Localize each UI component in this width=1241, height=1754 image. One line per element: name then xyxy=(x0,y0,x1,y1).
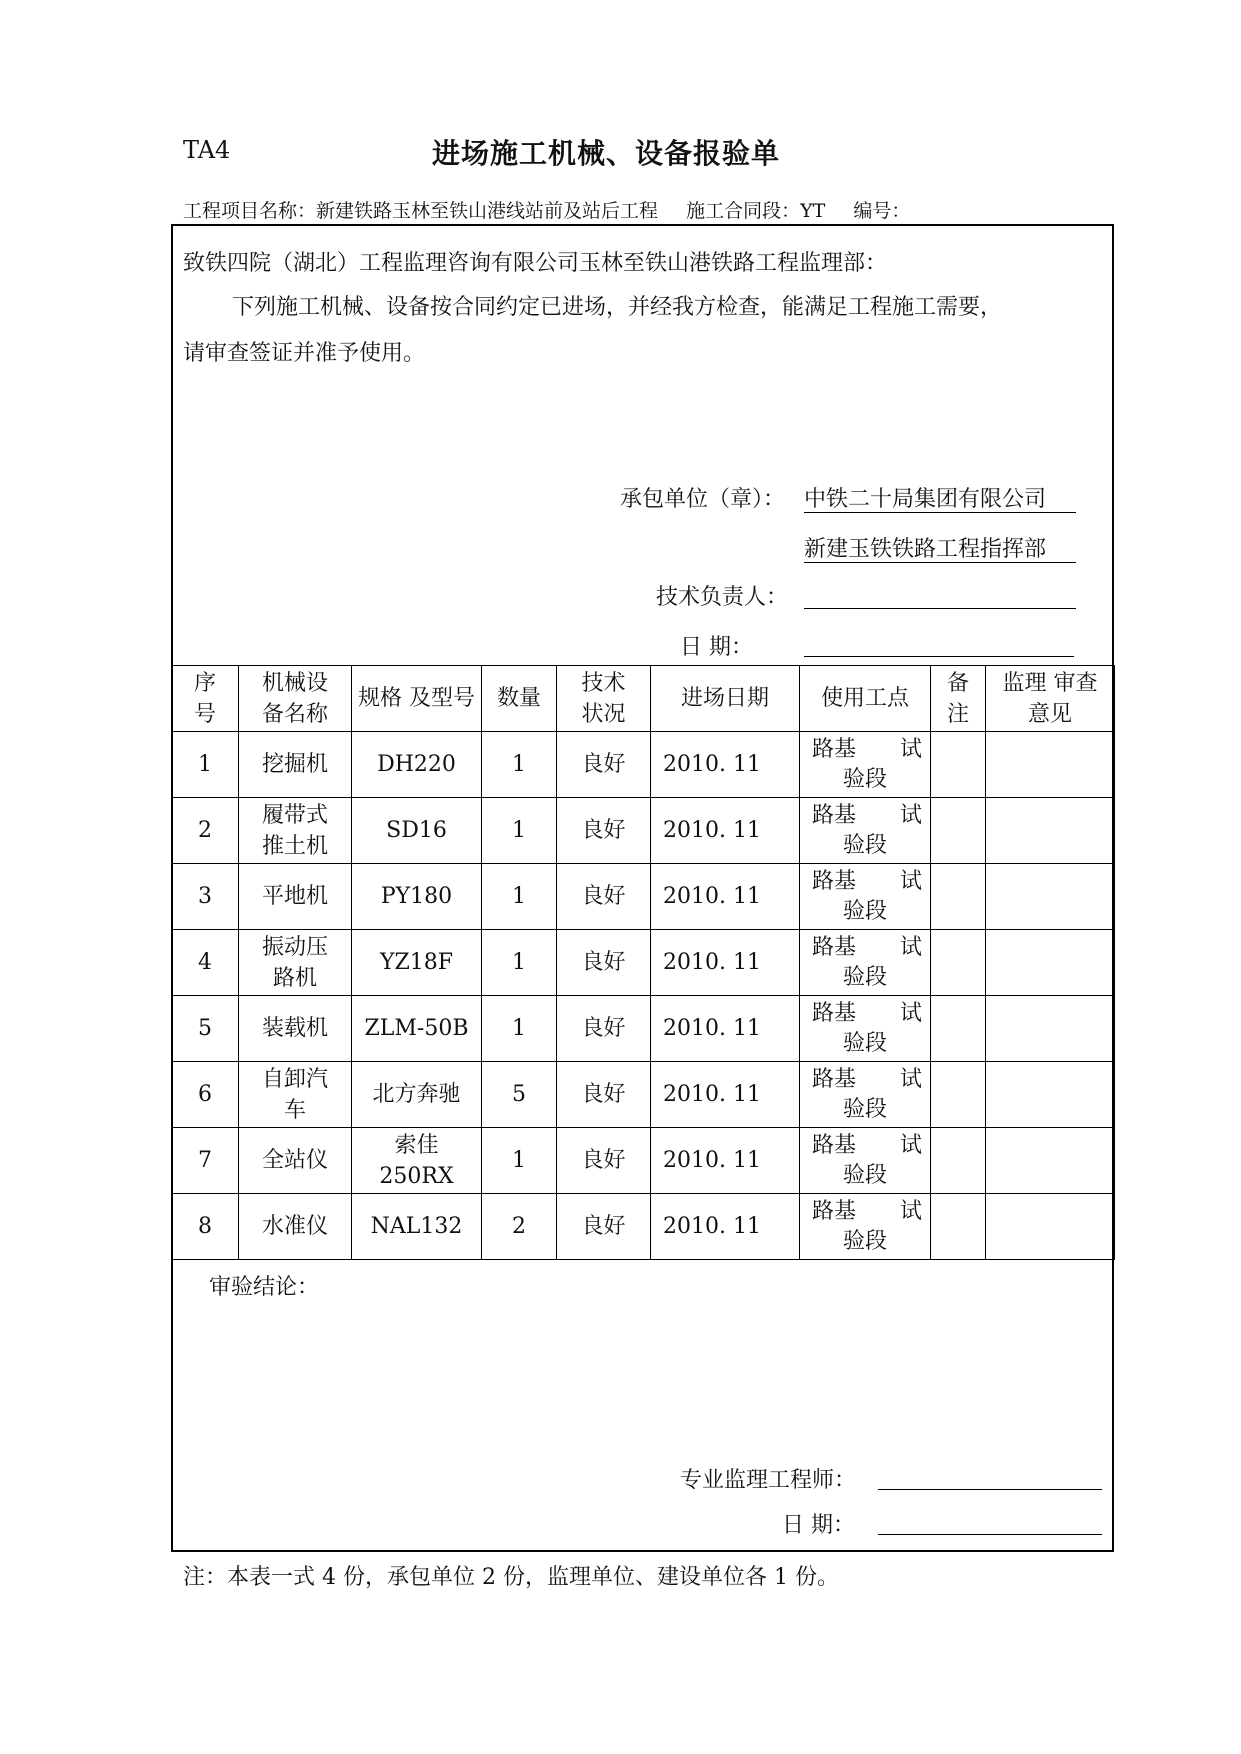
footnote: 注：本表一式 4 份，承包单位 2 份，监理单位、建设单位各 1 份。 xyxy=(183,1565,839,1590)
cell-qty: 1 xyxy=(482,732,557,798)
cell-no: 8 xyxy=(172,1194,239,1260)
supervisor-signature-line xyxy=(878,1489,1102,1490)
review-date-label: 日 期： xyxy=(782,1513,855,1538)
col-header-location: 使用工点 xyxy=(800,666,931,732)
cell-review xyxy=(986,798,1115,864)
cell-name: 自卸汽车 xyxy=(239,1062,352,1128)
cell-review xyxy=(986,930,1115,996)
cell-remark xyxy=(931,732,986,798)
cell-remark xyxy=(931,798,986,864)
cell-no: 6 xyxy=(172,1062,239,1128)
cell-status: 良好 xyxy=(557,864,651,930)
cell-location: 路基 试 验段 xyxy=(800,996,931,1062)
cell-name: 全站仪 xyxy=(239,1128,352,1194)
cell-status: 良好 xyxy=(557,1062,651,1128)
col-header-remark: 备注 xyxy=(931,666,986,732)
cell-location: 路基 试 验段 xyxy=(800,930,931,996)
contractor-unit-name-2: 新建玉铁铁路工程指挥部 xyxy=(804,537,1047,562)
cell-remark xyxy=(931,1128,986,1194)
cell-name: 振动压路机 xyxy=(239,930,352,996)
cell-remark xyxy=(931,864,986,930)
cell-location: 路基 试 验段 xyxy=(800,798,931,864)
cell-no: 1 xyxy=(172,732,239,798)
project-name: 工程项目名称：新建铁路玉林至铁山港线站前及站后工程 xyxy=(183,200,659,222)
cell-date: 2010. 11 xyxy=(651,930,800,996)
cell-location: 路基 试 验段 xyxy=(800,864,931,930)
cell-qty: 1 xyxy=(482,930,557,996)
review-date-line xyxy=(878,1534,1102,1535)
cell-qty: 5 xyxy=(482,1062,557,1128)
cell-remark xyxy=(931,996,986,1062)
cell-no: 3 xyxy=(172,864,239,930)
tech-lead-signature-line xyxy=(804,608,1076,609)
col-header-date: 进场日期 xyxy=(651,666,800,732)
cell-review xyxy=(986,1194,1115,1260)
tech-lead-label: 技术负责人： xyxy=(656,585,789,610)
contractor-unit-underline xyxy=(804,512,1076,513)
cell-spec: PY180 xyxy=(352,864,482,930)
table-row xyxy=(172,1062,1115,1128)
addressee: 致铁四院（湖北）工程监理咨询有限公司玉林至铁山港铁路工程监理部： xyxy=(183,251,888,276)
cell-name: 装载机 xyxy=(239,996,352,1062)
cell-remark xyxy=(931,1062,986,1128)
cell-spec: DH220 xyxy=(352,732,482,798)
cell-spec: YZ18F xyxy=(352,930,482,996)
page-title: 进场施工机械、设备报验单 xyxy=(432,137,781,170)
contractor-unit-underline-2 xyxy=(804,562,1076,563)
contractor-unit-name: 中铁二十局集团有限公司 xyxy=(804,487,1047,512)
cell-no: 7 xyxy=(172,1128,239,1194)
equipment-table xyxy=(171,665,1115,1260)
col-header-name: 机械设备名称 xyxy=(239,666,352,732)
cell-remark xyxy=(931,1194,986,1260)
cell-status: 良好 xyxy=(557,798,651,864)
doc-number-label: 编号： xyxy=(853,200,911,222)
letter-body-line2: 请审查签证并准予使用。 xyxy=(183,341,426,366)
cell-location: 路基 试 验段 xyxy=(800,1128,931,1194)
col-header-status: 技术状况 xyxy=(557,666,651,732)
cell-qty: 2 xyxy=(482,1194,557,1260)
cell-date: 2010. 11 xyxy=(651,798,800,864)
cell-date: 2010. 11 xyxy=(651,1062,800,1128)
table-row xyxy=(172,864,1115,930)
cell-name: 水准仪 xyxy=(239,1194,352,1260)
cell-no: 5 xyxy=(172,996,239,1062)
cell-review xyxy=(986,864,1115,930)
supervisor-engineer-label: 专业监理工程师： xyxy=(680,1468,857,1493)
table-row xyxy=(172,1194,1115,1260)
cell-date: 2010. 11 xyxy=(651,732,800,798)
contract-section: 施工合同段：YT xyxy=(686,200,826,222)
cell-spec: 北方奔驰 xyxy=(352,1062,482,1128)
cell-status: 良好 xyxy=(557,1128,651,1194)
col-header-review: 监理 审查意见 xyxy=(986,666,1115,732)
cell-spec: NAL132 xyxy=(352,1194,482,1260)
contractor-date-line xyxy=(804,656,1074,657)
cell-status: 良好 xyxy=(557,1194,651,1260)
cell-date: 2010. 11 xyxy=(651,1194,800,1260)
cell-name: 平地机 xyxy=(239,864,352,930)
cell-status: 良好 xyxy=(557,930,651,996)
contractor-unit-label: 承包单位（章）： xyxy=(620,487,786,512)
cell-review xyxy=(986,996,1115,1062)
cell-no: 2 xyxy=(172,798,239,864)
cell-qty: 1 xyxy=(482,1128,557,1194)
cell-review xyxy=(986,732,1115,798)
cell-status: 良好 xyxy=(557,732,651,798)
cell-review xyxy=(986,1128,1115,1194)
cell-name: 履带式推土机 xyxy=(239,798,352,864)
table-header-row xyxy=(172,666,1115,732)
form-code: TA4 xyxy=(183,136,231,164)
cell-spec: ZLM-50B xyxy=(352,996,482,1062)
cell-spec: SD16 xyxy=(352,798,482,864)
cell-date: 2010. 11 xyxy=(651,996,800,1062)
table-row xyxy=(172,996,1115,1062)
letter-body-line1: 下列施工机械、设备按合同约定已进场，并经我方检查，能满足工程施工需要， xyxy=(232,295,1003,320)
cell-location: 路基 试 验段 xyxy=(800,1194,931,1260)
col-header-no: 序号 xyxy=(172,666,239,732)
review-conclusion-label: 审验结论： xyxy=(209,1275,320,1300)
cell-no: 4 xyxy=(172,930,239,996)
cell-qty: 1 xyxy=(482,798,557,864)
cell-remark xyxy=(931,930,986,996)
table-row xyxy=(172,798,1115,864)
cell-date: 2010. 11 xyxy=(651,864,800,930)
cell-location: 路基 试 验段 xyxy=(800,1062,931,1128)
cell-qty: 1 xyxy=(482,864,557,930)
contractor-date-label: 日 期： xyxy=(680,635,753,660)
col-header-qty: 数量 xyxy=(482,666,557,732)
project-meta xyxy=(183,196,932,223)
cell-date: 2010. 11 xyxy=(651,1128,800,1194)
cell-qty: 1 xyxy=(482,996,557,1062)
cell-name: 挖掘机 xyxy=(239,732,352,798)
col-header-spec: 规格 及型号 xyxy=(352,666,482,732)
cell-status: 良好 xyxy=(557,996,651,1062)
table-row xyxy=(172,930,1115,996)
cell-location: 路基 试 验段 xyxy=(800,732,931,798)
table-row xyxy=(172,732,1115,798)
cell-review xyxy=(986,1062,1115,1128)
cell-spec: 索佳 250RX xyxy=(352,1128,482,1194)
table-row xyxy=(172,1128,1115,1194)
